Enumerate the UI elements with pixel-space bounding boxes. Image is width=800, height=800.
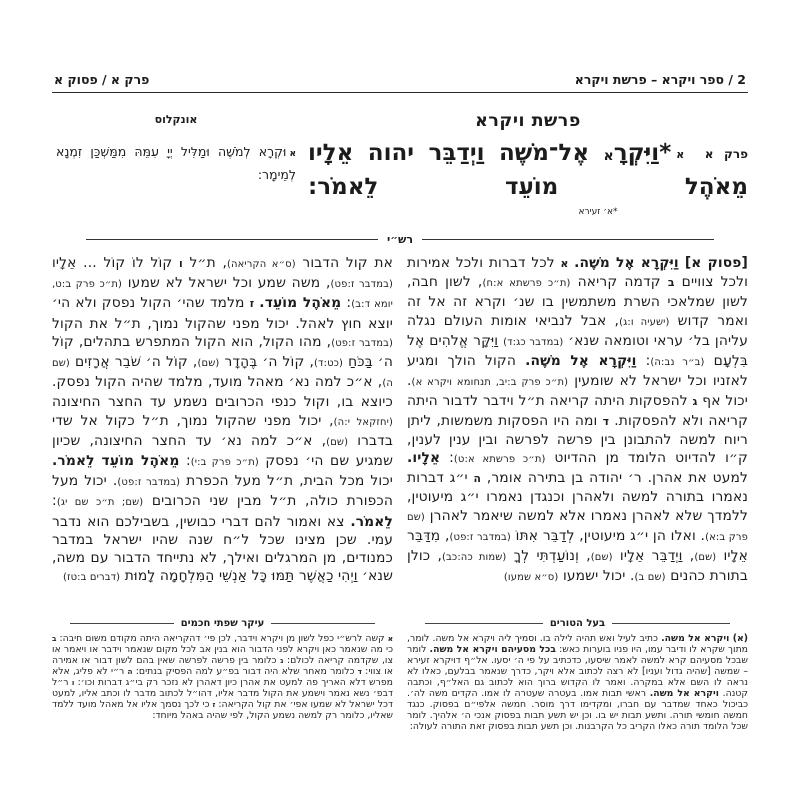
small-aleph: א — [603, 148, 614, 164]
verse-text: אֶל־מֹשֶׁה וַיְדַבֵּר יהוה אֵלָיו מֵאֹהֶל מוֹעֵד לֵאמֹר: — [308, 140, 748, 200]
onkelos-verse-number: א — [289, 149, 296, 159]
sifsei-chachamim-divider — [70, 618, 375, 629]
baal-haturim-divider — [425, 618, 730, 629]
divider-line — [612, 623, 730, 624]
chumash-page — [52, 0, 748, 732]
verse-number: א — [676, 148, 685, 161]
onkelos-text — [56, 142, 296, 184]
onkelos-translation: וּקְרָא לְמֹשֶׁה וּמַלִּיל יְיָ עִמֵּהּ מִמַּשְׁכַּן זִמְנָא לְמֵימָר: — [56, 144, 296, 182]
bottom-commentaries — [52, 618, 748, 732]
torah-verse — [308, 138, 748, 203]
parsha-title: פרשת ויקרא — [475, 111, 581, 131]
verse-word-vayikra: וַיִּקְרָ — [613, 140, 660, 166]
baal-haturim-label: בעל הטורים — [549, 618, 606, 629]
onkelos-title: אונקלוס — [154, 113, 198, 126]
sifsei-chachamim-text: א קשה לרש״י כפל לשון מן ויקרא וידבר, לכן פי׳ דהקריאה היתה מקודם משום חיבה: ב כי מה שנאמר כאן ויקרא לפני הדבור הוא בנין אב לכל מקום שנאמר וידבר או ויאמר או צו, שקדמה קריאה לכולם: ג כלומר בין פרשה לפרשה שאין בהם לשון דבור או אמירה או צווי: ד כלומר מאחר שלא היה דבור בפ״ע למה הפסיק בנתים: ה ר״י לא פליג, אלא מפרש דלא האריך פה למעט את אהרן כיון דאהרן לא נזכר רק בי״ג דברות וכו׳: ו ר״ל דבפ׳ נשא נאמר וישמע את הקול מדבר אליו, דהו״ל לכתוב מדבר לו וכתב אליו, למעט דכל ישראל לא שמעו אפי׳ את קול הקריאה: ז כי לכך נסמך אליו אל מאהל מועד ללמד שאליו, כלומר רק למשה נשמע הקול, לפי שהיה באהל מיוחד: — [52, 633, 394, 721]
baal-haturim-section — [407, 618, 748, 732]
small-aleph-note: *א׳ זעירא — [578, 207, 618, 217]
rashi-column-right: [פסוק א] וַיִּקְרָא אֶל מֹשֶׁה. א לכל דברות ולכל אמירות ולכל צוויים ב קדמה קריאה (ת״כ פרשתא א:ח), לשון חבה, לשון שמלאכי השרת משתמשין בו שנ׳ וקרא זה אל זה ואמר קדוש (ישעיה ו:ג), אבל לנביאי אומות העולם נגלה עליהן בל׳ עראי וטומאה שנא׳ (במדבר כג:ד) וַיִּקָּר אֱלֹהִים אֶל בִּלְעָם (ב״ר נב:ה): וַיִּקְרָא אֶל מֹשֶׁה. הקול הולך ומגיע לאזניו וכל ישראל לא שומעין (ת״כ פרק ב:יב, תנחומא ויקרא א). יכול אף ג להפסקות היתה קריאה ת״ל וידבר לדבור היתה קריאה ולא להפסקות. ד ומה היו הפסקות משמשות, ליתן ריוח למשה להתבונן בין פרשה לפרשה ובין ענין לענין, ק״ו להדיוט הלומד מן ההדיוט (ת״כ פרשתא א:ט): אֵלָיו. למעט את אהרן. ר׳ יהודה בן בתירה אומר, ה י״ג דברות נאמרו בתורה למשה ולאהרן וכנגדן נאמרו י״ג מיעוטין, ללמדך שלא לאהרן נאמרו אלא למשה שיאמר לאהרן (שם פרק ב:א). ואלו הן י״ג מיעוטין, לְדַבֵּר אִתּוֹ (במדבר ז:פט), מִדַּבֵּר אֵלָיו (שם), וַיְדַבֵּר אֵלָיו (שם), וְנוֹעַדְתִּי לְךָ (שמות כה:כב), כולן בתורת כהנים (שם ב). יכול ישמעו (ס״א שמעו) — [407, 255, 748, 585]
rashi-column-left: את קול הדבור (ס״א הקריאה), ת״ל ו קוֹל לוֹ קוֹל ... אֵלָיו (במדבר ז:פט), משה שמע וכל ישראל לא שמעו (ת״כ פרק ב:ט, יומא ד:ב): מֵאֹהֶל מוֹעֵד. ז מלמד שהי׳ הקול נפסק ולא הי׳ יוצא חוץ לאהל. יכול מפני שהקול נמוך, ת״ל את הקול (במדבר ז:פט), מהו הקול, הוא הקול המתפרש בתהלים, קוֹל ה׳ בַּכֹּחַ (כט:ד), קוֹל ה׳ בֶּהָדָר (שם), קוֹל ה׳ שֹׁבֵר אֲרָזִים (שם ה), א״כ למה נא׳ מאהל מועד, מלמד שהיה הקול נפסק. כיוצא בו, וקול כנפי הכרובים נשמע עד החצר החיצונה (יחזקאל י:ה), יכול מפני שהקול נמוך, ת״ל כקול אל שדי בדברו (שם), א״כ למה נא׳ עד החצר החיצונה, שכיון שמגיע שם הי׳ נפסק (ת״כ פרק ב:י): מֵאֹהֶל מוֹעֵד לֵאמֹר. יכול מכל הבית, ת״ל מעל הכפרת (במדבר ז:פט). יכול מעל הכפורת כולה, ת״ל מבין שני הכרובים (שם; ת״כ שם יג): לֵאמֹר. צא ואמור להם דברי כבושין, בשבילכם הוא נדבר עמי. שכן מצינו שכל ל״ח שנה שהיו ישראל במדבר כמנודים, מן המרגלים ואילך, לא נתייחד הדבור עם משה, שנא׳ וַיְהִי כַאֲשֶׁר תַּמּוּ כָּל אַנְשֵׁי הַמִּלְחָמָה לָמוּת (דברים ב:טז) — [52, 255, 394, 585]
divider-line — [70, 623, 174, 624]
footnote-asterisk: * — [659, 140, 672, 166]
divider-line-left — [86, 239, 378, 240]
header-chapter-verse: פרק א / פסוק א — [54, 72, 150, 87]
header-book-page: 2 / ספר ויקרא – פרשת ויקרא — [574, 72, 746, 87]
divider-line — [425, 623, 543, 624]
onkelos-column — [56, 111, 296, 217]
rashi-commentary — [52, 254, 748, 612]
page-header — [52, 72, 748, 93]
verse-row — [52, 111, 748, 217]
rashi-divider-label: רש״י — [386, 233, 413, 246]
divider-line-right — [422, 239, 714, 240]
baal-haturim-text: (א) ויקרא אל משה. כתיב לעיל ואש תהיה לילה בו. וסמיך ליה ויקרא אל משה. לומר, מתוך שקרא לו ודיבר עמו, היו פניו בוערות כאש: בכל מסעיהם ויקרא אל משה. לומר שבכל מסעיהם קרא למשה לאמר שיסעו, כדכתיב על פי ה׳ יסעו. אל״ף דויקרא זעירא – שמשה [שהיה גדול ועניו] לא רצה לכתוב אלא ויקר, כדרך שנאמר בבלעם, כאלו לא נראה לו השם אלא במקרה. ואמר לו הקדוש ברוך הוא לכתוב גם האל״ף, וכתבה קטנה. ויקרא אל משה. ראשי תבות אמו. בעטרה שעטרה לו אמו. הקדים משה לה׳. כביכול כאחד שמדבר עם חברו, ומקדימו דרך מוסר. חמשה אלפי״ם בפסוק. כנגד חמשה חומשי תורה. ותשע תבות יש בו. וכן יש תשע תבות בפסוק אנכי ה׳ אלהיך. לומר שכל הלומד תורה כאלו הקריב כל הקרבנות. וכן תשע תבות בפסוק זאת התורה לעולה: — [407, 633, 748, 732]
rashi-divider — [86, 233, 714, 246]
sifsei-chachamim-section — [52, 618, 393, 732]
chapter-label: פרק א — [704, 147, 748, 161]
sifsei-chachamim-label: עיקר שפתי חכמים — [180, 618, 265, 629]
divider-line — [271, 623, 375, 624]
verse-column — [308, 111, 748, 217]
